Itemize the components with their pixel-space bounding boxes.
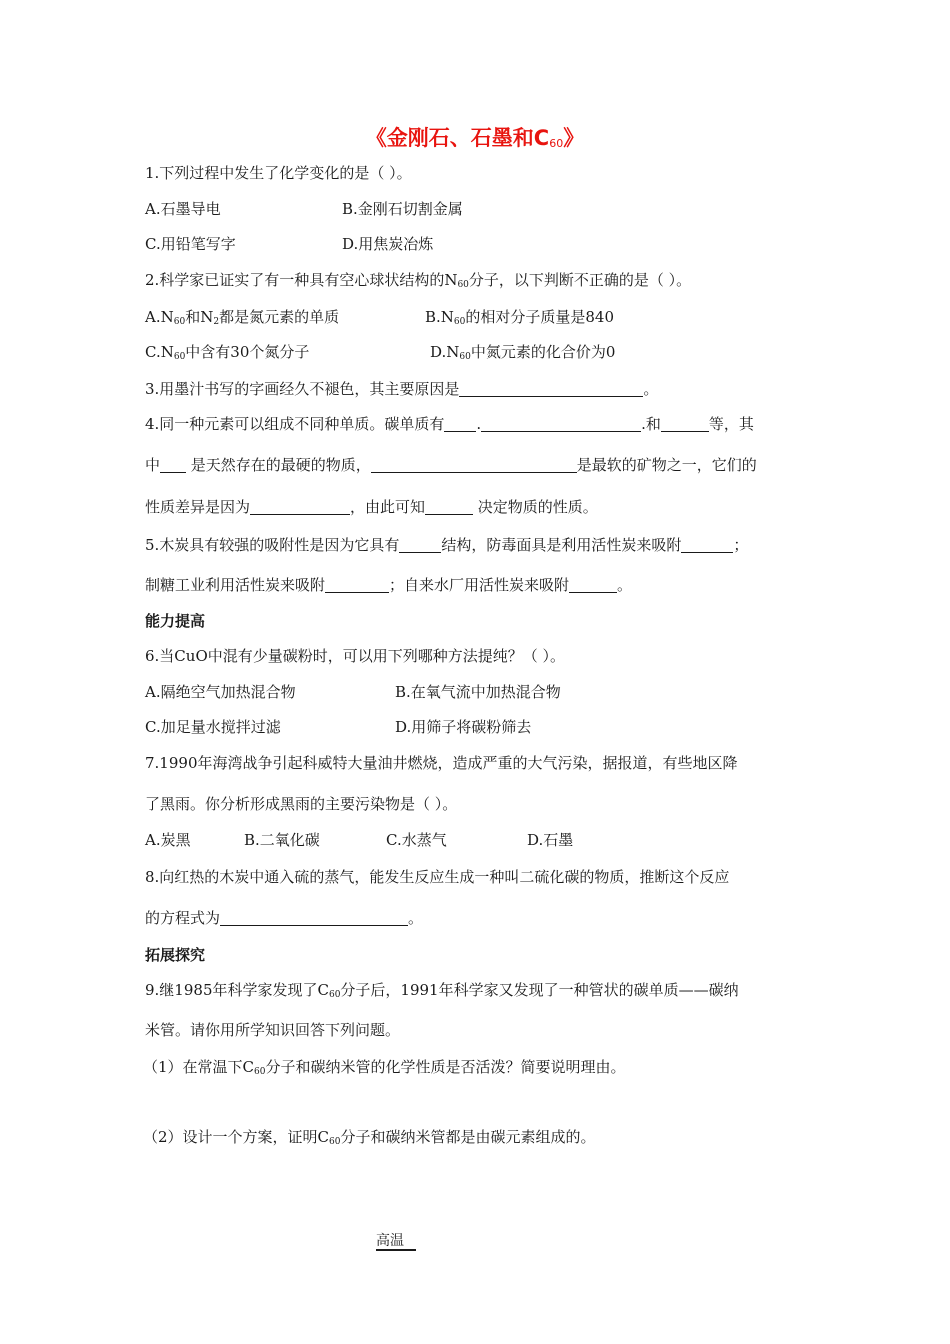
q6-option-a: A.隔绝空气加热混合物 [145, 683, 296, 701]
answer-blank[interactable] [481, 415, 641, 432]
answer-blank[interactable] [250, 498, 350, 515]
question-9-line-2: 米管。请你用所学知识回答下列问题。 [145, 1021, 401, 1039]
q1-option-a: A.石墨导电 [145, 200, 221, 218]
q6-option-d: D.用筛子将碳粉筛去 [395, 718, 532, 736]
question-4-line-3: 性质差异是因为 ，由此可知 决定物质的性质。 [145, 498, 598, 516]
question-2-stem: 2.科学家已证实了有一种具有空心球状结构的$N_{60}$分子，以下判断不正确的是（ ）。 [145, 271, 692, 290]
q6-option-c: C.加足量水搅拌过滤 [145, 718, 281, 736]
question-5-line-1: 5.木炭具有较强的吸附性是因为它具有 结构，防毒面具是利用活性炭来吸附 ； [145, 536, 749, 554]
answer-blank[interactable] [325, 576, 389, 593]
question-6-stem: 6.当CuO中混有少量碳粉时，可以用下列哪种方法提纯？（ ）。 [145, 647, 566, 665]
section-heading-ability: 能力提高 [145, 612, 206, 630]
answer-blank[interactable] [459, 380, 643, 397]
question-8-line-1: 8.向红热的木炭中通入硫的蒸气，能发生反应生成一种叫二硫化碳的物质，推断这个反应 [145, 868, 730, 886]
q7-option-d: D.石墨 [527, 831, 574, 849]
q7-option-a: A.炭黑 [145, 831, 191, 849]
q1-option-d: D.用焦炭冶炼 [342, 235, 434, 253]
question-3: 3.用墨汁书写的字画经久不褪色，其主要原因是 。 [145, 380, 659, 398]
q1-option-b: B.金刚石切割金属 [342, 200, 463, 218]
answer-blank[interactable] [160, 456, 186, 473]
q6-option-b: B.在氧气流中加热混合物 [395, 683, 561, 701]
q2-option-d: $D.N_{60}$中氮元素的化合价为0 [430, 343, 616, 362]
question-8-line-2: 的方程式为 。 [145, 909, 424, 927]
answer-blank[interactable] [661, 415, 709, 432]
answer-blank[interactable] [399, 536, 441, 553]
question-7-line-2: 了黑雨。你分析形成黑雨的主要污染物是（ ）。 [145, 795, 458, 813]
question-7-line-1: 7.1990年海湾战争引起科威特大量油井燃烧，造成严重的大气污染，据报道，有些地区降 [145, 754, 738, 772]
question-9-line-1: 9.继1985年科学家发现了$C_{60}$分子后，1991年科学家又发现了一种管状的碳单质——碳纳 [145, 981, 739, 1000]
question-9-part-1: （1）在常温下$C_{60}$分子和碳纳米管的化学性质是否活泼？简要说明理由。 [143, 1058, 626, 1077]
answer-blank[interactable] [681, 536, 733, 553]
reaction-condition-mark: 高温 [376, 1233, 416, 1251]
q1-option-c: C.用铅笔写字 [145, 235, 236, 253]
question-1-stem: 1.下列过程中发生了化学变化的是（ ）。 [145, 164, 412, 182]
q7-option-b: B.二氧化碳 [244, 831, 320, 849]
page-title: 《金刚石、石墨和$C_{60}$》 [365, 126, 585, 150]
q2-option-c: $C.N_{60}$中含有30个氮分子 [145, 343, 310, 362]
answer-blank[interactable] [444, 415, 476, 432]
answer-blank[interactable] [569, 576, 617, 593]
question-5-line-2: 制糖工业利用活性炭来吸附 ；自来水厂用活性炭来吸附 。 [145, 576, 633, 594]
answer-blank[interactable] [371, 456, 577, 473]
q2-option-a: $A.N_{60}$和$N_2$都是氮元素的单质 [145, 308, 340, 327]
answer-blank[interactable] [425, 498, 473, 515]
answer-blank[interactable] [220, 909, 408, 926]
q2-option-b: $B.N_{60}$的相对分子质量是840 [425, 308, 615, 327]
section-heading-extension: 拓展探究 [145, 946, 206, 964]
question-9-part-2: （2）设计一个方案，证明$C_{60}$分子和碳纳米管都是由碳元素组成的。 [143, 1128, 596, 1147]
q7-option-c: C.水蒸气 [386, 831, 447, 849]
question-4-line-1: 4.同一种元素可以组成不同种单质。碳单质有 . .和 等，其 [145, 415, 754, 433]
question-4-line-2: 中 是天然存在的最硬的物质， 是最软的矿物之一，它们的 [145, 456, 757, 474]
